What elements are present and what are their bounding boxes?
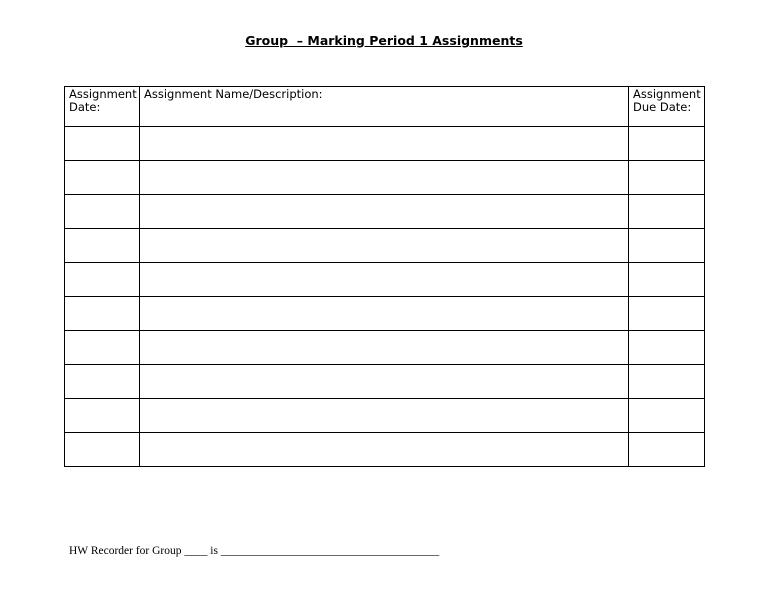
cell-name (140, 127, 629, 161)
cell-due (629, 365, 705, 399)
cell-due (629, 161, 705, 195)
assignments-table (64, 86, 705, 467)
cell-name (140, 161, 629, 195)
cell-name (140, 297, 629, 331)
header-assignment-name: Assignment Name/Description: (140, 87, 629, 127)
cell-date (65, 229, 140, 263)
cell-date (65, 127, 140, 161)
page-title: Group – Marking Period 1 Assignments (245, 33, 523, 48)
cell-due (629, 195, 705, 229)
table-row (65, 127, 705, 161)
cell-name (140, 229, 629, 263)
cell-date (65, 433, 140, 467)
header-assignment-due-date: Assignment Due Date: (629, 87, 705, 127)
table-row (65, 297, 705, 331)
cell-date (65, 365, 140, 399)
cell-date (65, 161, 140, 195)
cell-due (629, 433, 705, 467)
cell-due (629, 331, 705, 365)
header-assignment-date: Assignment Date: (65, 87, 140, 127)
table-row (65, 263, 705, 297)
table-header-row (65, 87, 705, 127)
cell-name (140, 399, 629, 433)
table-row (65, 161, 705, 195)
table-row (65, 365, 705, 399)
cell-name (140, 331, 629, 365)
cell-date (65, 263, 140, 297)
table-row (65, 331, 705, 365)
cell-date (65, 195, 140, 229)
cell-due (629, 399, 705, 433)
cell-name (140, 195, 629, 229)
cell-name (140, 433, 629, 467)
table-row (65, 229, 705, 263)
cell-due (629, 127, 705, 161)
cell-date (65, 331, 140, 365)
cell-date (65, 297, 140, 331)
hw-recorder-line: HW Recorder for Group ____ is ______________________________________ (69, 545, 440, 557)
cell-name (140, 263, 629, 297)
cell-due (629, 263, 705, 297)
cell-date (65, 399, 140, 433)
cell-due (629, 297, 705, 331)
table-row (65, 195, 705, 229)
cell-name (140, 365, 629, 399)
cell-due (629, 229, 705, 263)
table-row (65, 433, 705, 467)
table-row (65, 399, 705, 433)
